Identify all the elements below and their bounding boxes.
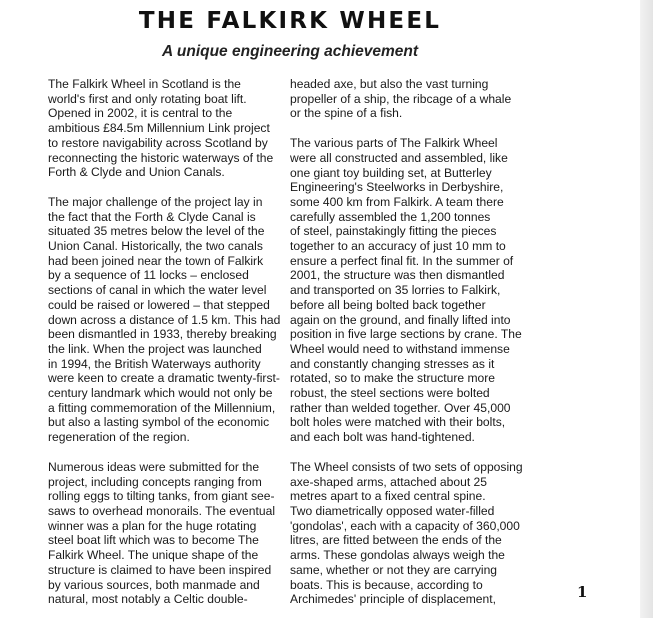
text-line: rather than welded together. Over 45,000 — [290, 400, 511, 415]
text-line: Numerous ideas were submitted for the — [48, 459, 260, 474]
text-line: together to an accuracy of just 10 mm to — [290, 239, 506, 254]
page-subtitle: A unique engineering achievement — [161, 43, 419, 60]
text-line: The major challenge of the project lay in — [48, 194, 263, 209]
text-line: structure is claimed to have been inspired — [48, 562, 272, 577]
text-line: The Falkirk Wheel in Scotland is the — [48, 77, 241, 91]
page-title: THE FALKIRK WHEEL — [138, 8, 442, 34]
text-line: a fitting commemoration of the Millennium, — [48, 400, 276, 415]
text-line: natural, most notably a Celtic double- — [48, 592, 248, 607]
text-line: propeller of a ship, the ribcage of a whale — [290, 91, 512, 106]
text-line: axe-shaped arms, attached about 25 — [290, 474, 487, 489]
text-line: litres, are fitted between the ends of the — [290, 533, 502, 548]
text-line: sections of canal in which the water level — [48, 283, 267, 298]
text-line: to restore navigability across Scotland by — [48, 135, 268, 150]
paragraph — [48, 195, 288, 445]
text-line: robust, the steel sections were bolted — [290, 386, 490, 401]
text-line: The various parts of The Falkirk Wheel — [290, 136, 498, 151]
text-line: before all being bolted back together — [290, 297, 486, 312]
text-line: Wheel would need to withstand immense — [290, 341, 510, 356]
text-line: one giant toy building set, at Butterley — [290, 165, 492, 180]
paragraph — [48, 77, 288, 180]
text-line: and each bolt was hand-tightened. — [290, 430, 475, 445]
text-line: steel boat lift which was to become The — [48, 533, 259, 548]
page-number: 1 — [577, 583, 588, 601]
text-line: Opened in 2002, it is central to the — [48, 106, 233, 121]
text-line: the link. When the project was launched — [48, 341, 262, 356]
text-line: project, including concepts ranging from — [48, 474, 262, 489]
text-line: could be raised or lowered – that stepped — [48, 297, 270, 312]
text-line: were all constructed and assembled, like — [290, 150, 508, 165]
text-line: saws to overhead monorails. The eventual — [48, 503, 275, 518]
text-line: in 1994, the British Waterways authority — [48, 356, 261, 371]
text-line: 2001, the structure was then dismantled — [290, 268, 505, 283]
paragraph — [290, 77, 530, 121]
text-line: regeneration of the region. — [48, 430, 190, 445]
text-line: position in five large sections by crane. The — [290, 327, 522, 342]
text-line: ambitious £84.5m Millennium Link project — [48, 121, 270, 136]
text-line: metres apart to a fixed central spine. — [290, 489, 486, 504]
text-line: Engineering's Steelworks in Derbyshire, — [290, 180, 504, 195]
text-line: again on the ground, and finally lifted into — [290, 312, 511, 327]
right-text-column — [290, 77, 530, 622]
text-line: the fact that the Forth & Clyde Canal is — [48, 209, 256, 224]
left-text-column — [48, 77, 288, 622]
text-line: had been joined near the town of Falkirk — [48, 253, 264, 268]
text-line: 'gondolas', each with a capacity of 360,000 — [290, 518, 520, 533]
text-line: and transported on 35 lorries to Falkirk, — [290, 283, 501, 298]
text-line: Falkirk Wheel. The unique shape of the — [48, 548, 259, 563]
paragraph — [290, 136, 530, 445]
paragraph — [48, 460, 288, 607]
text-line: The Wheel consists of two sets of opposing — [290, 459, 523, 474]
text-line: rolling eggs to tilting tanks, from giant see- — [48, 489, 275, 504]
text-line: carefully assembled the 1,200 tonnes — [290, 209, 491, 224]
text-line: boats. This is because, according to — [290, 577, 483, 592]
text-line: headed axe, but also the vast turning — [290, 77, 489, 91]
text-line: down across a distance of 1.5 km. This had — [48, 312, 281, 327]
text-line: of steel, painstakingly fitting the pieces — [290, 224, 497, 239]
text-line: situated 35 metres below the level of the — [48, 224, 265, 239]
page-edge-shadow — [640, 0, 653, 618]
paragraph — [290, 460, 530, 607]
text-line: bolt holes were matched with their bolts, — [290, 415, 506, 430]
text-line: but also a lasting symbol of the economic — [48, 415, 270, 430]
text-line: Forth & Clyde and Union Canals. — [48, 165, 225, 180]
text-line: by a sequence of 11 locks – enclosed — [48, 268, 249, 283]
text-line: been dismantled in 1933, thereby breaking — [48, 327, 277, 342]
text-line: or the spine of a fish. — [290, 106, 403, 121]
text-line: world's first and only rotating boat lift. — [48, 91, 247, 106]
text-line: reconnecting the historic waterways of the — [48, 150, 274, 165]
text-line: Union Canal. Historically, the two canals — [48, 239, 263, 254]
text-line: Archimedes' principle of displacement, — [290, 592, 496, 607]
text-line: same, whether or not they are carrying — [290, 562, 498, 577]
text-line: ensure a perfect final fit. In the summer of — [290, 253, 514, 268]
text-line: winner was a plan for the huge rotating — [48, 518, 257, 533]
text-line: arms. These gondolas always weigh the — [290, 548, 505, 563]
text-line: were keen to create a dramatic twenty-first- — [48, 371, 280, 386]
text-line: and constantly changing stresses as it — [290, 356, 495, 371]
text-line: century landmark which would not only be — [48, 386, 273, 401]
text-line: Two diametrically opposed water-filled — [290, 503, 495, 518]
text-line: rotated, so to make the structure more — [290, 371, 496, 386]
text-line: by various sources, both manmade and — [48, 577, 260, 592]
text-line: some 400 km from Falkirk. A team there — [290, 194, 504, 209]
